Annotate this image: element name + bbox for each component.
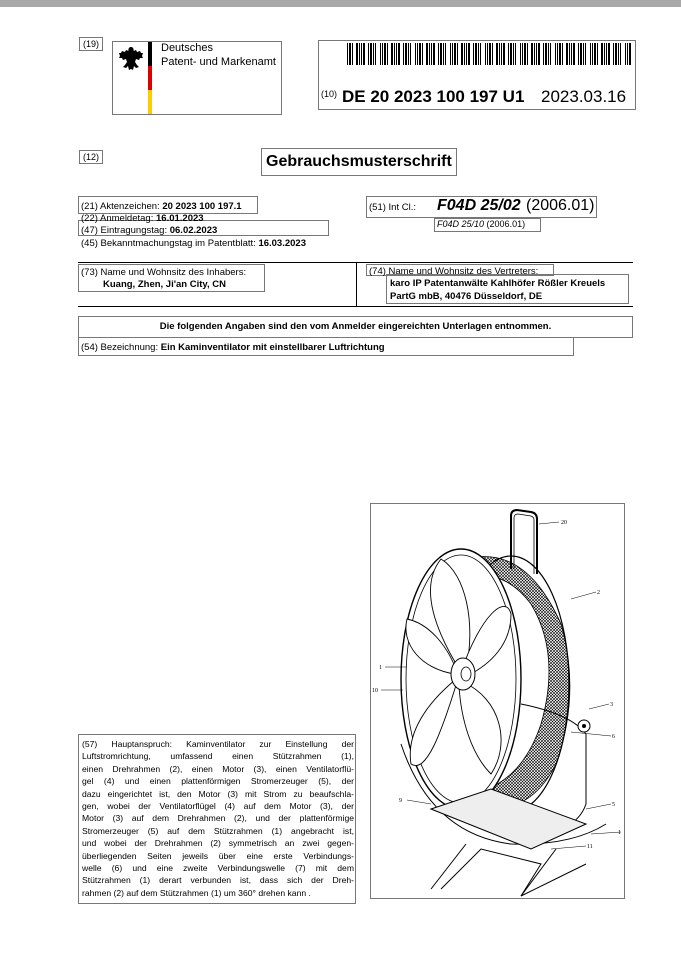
field-73-value: Kuang, Zhen, Ji'an City, CN xyxy=(103,279,226,290)
barcode-bar xyxy=(545,43,547,65)
claim-line: überliegenden Seiten jeweils über eine erste Verbindungs- xyxy=(82,850,354,861)
claim-line: (57) Hauptanspruch: Kaminventilator zur Einstellung der xyxy=(82,739,354,749)
barcode-bar xyxy=(499,43,500,65)
field-54 xyxy=(81,342,385,353)
barcode-bar xyxy=(370,43,372,65)
barcode-bar xyxy=(478,43,479,65)
barcode-bar xyxy=(625,43,626,65)
barcode-bar xyxy=(522,43,523,65)
barcode xyxy=(347,43,632,65)
field-45 xyxy=(81,238,306,249)
barcode-bar xyxy=(550,43,551,65)
barcode-bar xyxy=(433,43,435,65)
barcode-bar xyxy=(590,43,591,65)
flag-stripe xyxy=(148,42,152,114)
barcode-bar xyxy=(503,43,505,65)
barcode-bar xyxy=(562,43,563,65)
figure-label: 5 xyxy=(612,802,615,808)
barcode-bar xyxy=(475,43,477,65)
barcode-bar xyxy=(394,43,395,65)
barcode-bar xyxy=(461,43,463,65)
barcode-bar xyxy=(543,43,544,65)
fan-drawing xyxy=(371,504,624,898)
barcode-bar xyxy=(384,43,386,65)
barcode-bar xyxy=(515,43,516,65)
eagle-icon xyxy=(116,44,146,74)
field-74-label: (74) Name und Wohnsitz des Vertreters: xyxy=(369,266,539,277)
barcode-bar xyxy=(450,43,451,65)
barcode-bar xyxy=(368,43,369,65)
parties-divider xyxy=(356,262,357,306)
barcode-bar xyxy=(555,43,556,65)
barcode-bar xyxy=(536,43,537,65)
barcode-bar xyxy=(520,43,521,65)
barcode-bar xyxy=(548,43,549,65)
publication-date: 2023.03.16 xyxy=(541,87,627,106)
barcode-bar xyxy=(527,43,528,65)
barcode-bar xyxy=(398,43,400,65)
barcode-bar xyxy=(559,43,561,65)
barcode-bar xyxy=(387,43,388,65)
barcode-bar xyxy=(489,43,491,65)
barcode-bar xyxy=(352,43,353,65)
barcode-bar xyxy=(419,43,421,65)
field-47-value: 06.02.2023 xyxy=(169,225,218,236)
field-47 xyxy=(81,225,217,236)
barcode-bar xyxy=(422,43,423,65)
barcode-bar xyxy=(585,43,586,65)
barcode-bar xyxy=(359,43,360,65)
barcode-bar xyxy=(443,43,444,65)
barcode-bar xyxy=(566,43,568,65)
code-12: (12) xyxy=(79,150,103,164)
barcode-bar xyxy=(608,43,610,65)
barcode-bar xyxy=(468,43,470,65)
figure-label: 6 xyxy=(612,734,615,740)
barcode-bar xyxy=(578,43,579,65)
barcode-bar xyxy=(573,43,575,65)
barcode-bar xyxy=(513,43,514,65)
barcode-bar xyxy=(606,43,607,65)
barcode-bar xyxy=(391,43,393,65)
claim-line: Stützrahmen (1) derart verbunden ist, dass sich der Dreh- xyxy=(82,875,354,886)
barcode-bar xyxy=(629,43,631,65)
barcode-bar xyxy=(485,43,486,65)
barcode-bar xyxy=(569,43,570,65)
drawing-box xyxy=(370,503,625,899)
barcode-bar xyxy=(457,43,458,65)
figure-label: 11 xyxy=(587,844,593,850)
barcode-bar xyxy=(452,43,453,65)
barcode-bar xyxy=(375,43,376,65)
barcode-bar xyxy=(618,43,619,65)
barcode-bar xyxy=(620,43,621,65)
barcode-bar xyxy=(405,43,407,65)
figure-label: 1 xyxy=(379,665,382,671)
barcode-bar xyxy=(480,43,481,65)
barcode-bar xyxy=(356,43,358,65)
figure-label: 20 xyxy=(561,520,567,526)
field-22-value: 16.01.2023 xyxy=(156,213,204,224)
barcode-bar xyxy=(571,43,572,65)
field-21 xyxy=(81,201,242,212)
field-45-label: (45) Bekanntmachungstag im Patentblatt: xyxy=(81,238,256,249)
barcode-bar xyxy=(534,43,535,65)
field-45-value: 16.03.2023 xyxy=(258,238,306,249)
field-21-label: (21) Aktenzeichen: xyxy=(81,201,160,212)
barcode-bar xyxy=(438,43,439,65)
barcode-bar xyxy=(508,43,509,65)
claim-line: rahmen (2) auf dem Stützrahmen (1) um 360° drehen kann . xyxy=(82,887,311,898)
ipc-second xyxy=(437,219,525,229)
barcode-bar xyxy=(601,43,603,65)
claim-line: Luftstromrichtung, umfassend einen Stützrahmen (1), xyxy=(82,751,354,762)
barcode-bar xyxy=(583,43,584,65)
parties-bottom-rule xyxy=(78,306,633,307)
barcode-bar xyxy=(501,43,502,65)
barcode-bar xyxy=(492,43,493,65)
barcode-bar xyxy=(440,43,442,65)
main-claim-text xyxy=(82,738,354,899)
office-logo-box xyxy=(112,41,282,115)
barcode-bar xyxy=(403,43,404,65)
barcode-bar xyxy=(373,43,374,65)
barcode-bar xyxy=(382,43,383,65)
field-22-label: (22) Anmeldetag: xyxy=(81,213,154,224)
barcode-bar xyxy=(580,43,582,65)
barcode-bar xyxy=(454,43,456,65)
code-19: (19) xyxy=(79,37,103,51)
barcode-bar xyxy=(361,43,362,65)
document-type: Gebrauchsmusterschrift xyxy=(261,148,457,176)
notice-text: Die folgenden Angaben sind den vom Anmelder eingereichten Unterlagen entnommen. xyxy=(159,321,552,332)
barcode-bar xyxy=(408,43,409,65)
field-54-value: Ein Kaminventilator mit einstellbarer Luftrichtung xyxy=(160,342,385,353)
claim-line: dazu eingerichtet ist, den Motor (3) mit Strom zu beaufschla- xyxy=(82,788,354,799)
barcode-bar xyxy=(487,43,488,65)
barcode-bar xyxy=(594,43,596,65)
barcode-bar xyxy=(597,43,598,65)
figure-label: 2 xyxy=(597,590,600,596)
figure-label: 3 xyxy=(610,702,613,708)
ipc-main: F04D 25/02 xyxy=(437,197,521,214)
claim-line: und wobei der Drehrahmen (2) symmetrisch an zwei gegen- xyxy=(82,838,354,849)
barcode-bar xyxy=(415,43,416,65)
barcode-bar xyxy=(510,43,512,65)
barcode-bar xyxy=(431,43,432,65)
barcode-bar xyxy=(466,43,467,65)
barcode-bar xyxy=(531,43,533,65)
field-22 xyxy=(81,213,204,224)
barcode-bar xyxy=(473,43,474,65)
ipc-main-year: (2006.01) xyxy=(526,197,595,214)
barcode-bar xyxy=(380,43,381,65)
barcode-bar xyxy=(557,43,558,65)
field-51-label: (51) Int Cl.: xyxy=(369,202,416,213)
barcode-bar xyxy=(410,43,411,65)
ipc-second-year: (2006.01) xyxy=(486,219,526,229)
office-name-line2: Patent- und Markenamt xyxy=(161,56,276,68)
claim-line: gen, wobei der Ventilatorflügel (4) auf dem Motor (3), der xyxy=(82,801,354,812)
barcode-bar xyxy=(627,43,628,65)
publication-number: DE 20 2023 100 197 U1 xyxy=(342,87,525,106)
field-73-label: (73) Name und Wohnsitz des Inhabers: xyxy=(81,267,247,278)
figure-label: 9 xyxy=(399,798,402,804)
field-74-line1: karo IP Patentanwälte Kahlhöfer Rößler Kreuels xyxy=(390,278,606,289)
barcode-bar xyxy=(417,43,418,65)
field-74-line2: PartG mbB, 40476 Düsseldorf, DE xyxy=(390,291,543,302)
publication-box xyxy=(318,40,636,110)
figure-label: 10 xyxy=(372,688,378,694)
barcode-bar xyxy=(426,43,428,65)
barcode-bar xyxy=(613,43,614,65)
office-name-line1: Deutsches xyxy=(161,42,213,54)
barcode-bar xyxy=(349,43,351,65)
barcode-bar xyxy=(592,43,593,65)
field-54-label: (54) Bezeichnung: xyxy=(81,342,159,353)
claim-line: Stromerzeuger (5) auf dem Stützrahmen (1) angebracht ist, xyxy=(82,825,354,836)
claim-line: Motor (3) auf dem Drehrahmen (2), und der plattenförmige xyxy=(82,813,354,824)
code-10: (10) xyxy=(321,89,338,99)
barcode-bar xyxy=(445,43,446,65)
barcode-bar xyxy=(396,43,397,65)
field-47-label: (47) Eintragungstag: xyxy=(81,225,168,236)
barcode-bar xyxy=(524,43,526,65)
claim-line: einen Drehrahmen (2), einen Motor (3), einen Ventilatorflü- xyxy=(82,763,354,774)
field-21-value: 20 2023 100 197.1 xyxy=(162,201,242,212)
barcode-bar xyxy=(363,43,365,65)
claim-line: gel (4) und einen plattenförmigen Stromerzeuger (5), der xyxy=(82,776,354,787)
barcode-bar xyxy=(538,43,540,65)
barcode-bar xyxy=(496,43,498,65)
barcode-bar xyxy=(429,43,430,65)
barcode-bar xyxy=(615,43,617,65)
claim-line: welle (6) und eine zweite Verbindungswelle (7) mit dem xyxy=(82,863,354,874)
barcode-bar xyxy=(464,43,465,65)
top-border xyxy=(0,0,681,7)
main-claim-box xyxy=(78,734,356,904)
ipc-second-class: F04D 25/10 xyxy=(437,219,485,229)
barcode-bar xyxy=(604,43,605,65)
figure-label: 1 xyxy=(618,830,621,836)
barcode-bar xyxy=(347,43,348,65)
